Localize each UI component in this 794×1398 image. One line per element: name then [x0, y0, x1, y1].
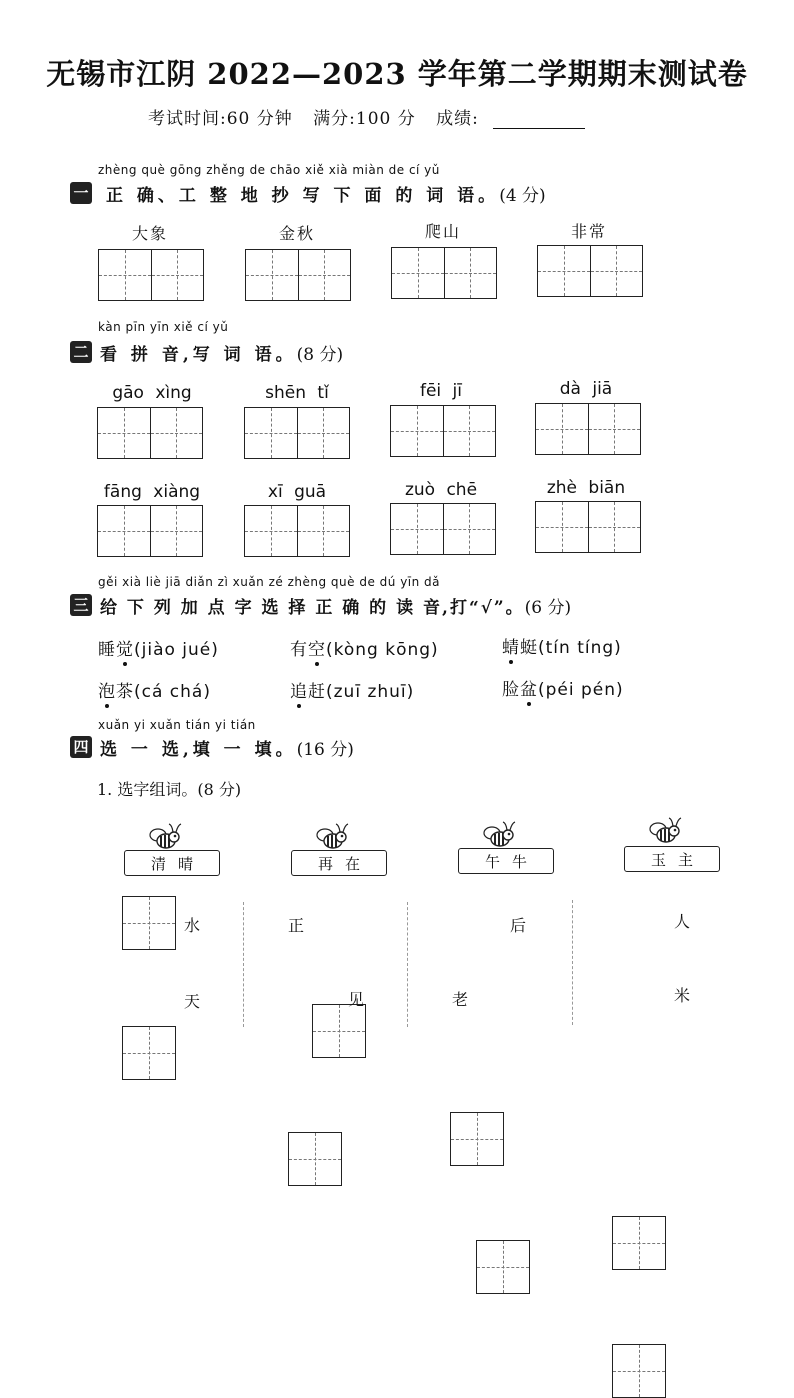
q4-g2-box-1[interactable] — [312, 1004, 366, 1058]
q2-badge: 二 — [70, 341, 92, 363]
bee-icon — [148, 821, 182, 851]
q4-group-1-label: 清晴 — [124, 850, 220, 876]
q4-instruction — [100, 735, 354, 760]
q3-item-5: 追赶(zuī zhuī) — [290, 677, 414, 702]
q2-pinyin-6: xī guā — [267, 482, 327, 502]
q3-options-5[interactable]: (zuī zhuī) — [326, 682, 415, 702]
group-divider — [407, 902, 408, 1027]
q2-pinyin-8: zhè biān — [546, 478, 626, 498]
q4-group-4-label: 玉主 — [624, 846, 720, 872]
q2-instruction — [100, 340, 343, 365]
q2-pinyin-4: dà jiā — [559, 379, 613, 399]
q3-item-4: 泡茶(cá chá) — [98, 677, 211, 702]
bee-icon — [648, 815, 682, 845]
q4-points: (16 分) — [296, 740, 354, 760]
group-divider — [243, 902, 244, 1027]
q1-word-1: 大象 — [131, 224, 168, 243]
q1-instruction — [106, 181, 546, 206]
q1-grid-1[interactable] — [98, 249, 204, 301]
q3-points: (6 分) — [524, 598, 572, 618]
dotted-char: 空 — [308, 635, 326, 660]
score-label: 成绩: — [436, 109, 479, 129]
exam-info — [148, 104, 599, 129]
q3-item-1: 睡觉(jiào jué) — [98, 635, 219, 660]
q3-options-1[interactable]: (jiào jué) — [134, 640, 219, 660]
q3-instruction — [100, 593, 571, 618]
q4-g4-box-2[interactable] — [612, 1344, 666, 1398]
dotted-char: 盆 — [520, 675, 538, 700]
q4-g4-char-1: 人 — [674, 912, 691, 931]
q1-grid-4[interactable] — [537, 245, 643, 297]
q2-pinyin-7: zuò chē — [404, 480, 478, 500]
q2-grid-4[interactable] — [535, 403, 641, 455]
q2-grid-8[interactable] — [535, 501, 641, 553]
group-divider — [572, 900, 573, 1025]
bee-icon — [482, 819, 516, 849]
q3-options-3[interactable]: (tín tíng) — [538, 638, 622, 658]
q2-pinyin: kàn pīn yīn xiě cí yǔ — [98, 320, 229, 334]
q3-badge: 三 — [70, 594, 92, 616]
q2-pinyin-1: gāo xìng — [112, 383, 192, 403]
q4-g1-box-1[interactable] — [122, 896, 176, 950]
q4-sub1: 1. 选字组词。(8 分) — [97, 780, 242, 799]
q3-item-6: 脸盆(péi pén) — [502, 675, 624, 700]
q4-g2-char-2: 见 — [348, 990, 365, 1009]
q1-grid-2[interactable] — [245, 249, 351, 301]
q4-g3-box-2[interactable] — [476, 1240, 530, 1294]
full-score: 满分:100 分 — [313, 109, 416, 129]
q2-pinyin-3: fēi jī — [419, 381, 463, 401]
q2-grid-3[interactable] — [390, 405, 496, 457]
q2-pinyin-2: shēn tǐ — [265, 383, 329, 403]
q4-g3-box-1[interactable] — [450, 1112, 504, 1166]
q3-options-6[interactable]: (péi pén) — [538, 680, 624, 700]
q1-word-4: 非常 — [570, 222, 607, 241]
exam-time: 考试时间:60 分钟 — [148, 109, 293, 129]
q4-pinyin: xuǎn yi xuǎn tián yi tián — [98, 718, 256, 732]
q1-word-3: 爬山 — [424, 222, 461, 241]
q4-g2-box-2[interactable] — [288, 1132, 342, 1186]
q2-grid-6[interactable] — [244, 505, 350, 557]
q2-text: 看 拼 音,写 词 语。 — [100, 345, 297, 365]
q4-g2-char-1: 正 — [288, 916, 305, 935]
q2-pinyin-5: fāng xiàng — [103, 482, 201, 502]
q4-badge: 四 — [70, 736, 92, 758]
q4-group-3-label: 午牛 — [458, 848, 554, 874]
page-title: 无锡市江阴 2022—2023 学年第二学期期末测试卷 — [46, 57, 748, 91]
q4-g1-box-2[interactable] — [122, 1026, 176, 1080]
dotted-char: 追 — [290, 677, 308, 702]
q3-options-4[interactable]: (cá chá) — [134, 682, 211, 702]
q1-word-2: 金秋 — [278, 224, 315, 243]
q1-badge: 一 — [70, 182, 92, 204]
q1-grid-3[interactable] — [391, 247, 497, 299]
q4-g3-char-2: 老 — [452, 990, 469, 1009]
q1-text: 正 确、工 整 地 抄 写 下 面 的 词 语。 — [106, 186, 500, 206]
q4-g1-char-2: 天 — [184, 992, 201, 1011]
q3-text: 给 下 列 加 点 字 选 择 正 确 的 读 音,打“√”。 — [100, 598, 525, 618]
score-blank[interactable] — [493, 110, 585, 129]
q4-g3-char-1: 后 — [510, 916, 527, 935]
q2-points: (8 分) — [296, 345, 344, 365]
bee-icon — [315, 821, 349, 851]
q2-grid-5[interactable] — [97, 505, 203, 557]
q4-group-2-label: 再在 — [291, 850, 387, 876]
q4-text: 选 一 选,填 一 填。 — [100, 740, 297, 760]
dotted-char: 泡 — [98, 677, 116, 702]
q1-points: (4 分) — [499, 186, 546, 206]
q3-options-2[interactable]: (kòng kōng) — [326, 640, 439, 660]
q3-item-2: 有空(kòng kōng) — [290, 635, 439, 660]
q3-pinyin: gěi xià liè jiā diǎn zì xuǎn zé zhèng què de dú yīn dǎ — [98, 575, 441, 589]
dotted-char: 蜻 — [502, 633, 520, 658]
q2-grid-1[interactable] — [97, 407, 203, 459]
q2-grid-7[interactable] — [390, 503, 496, 555]
q1-pinyin: zhèng què gōng zhěng de chāo xiě xià miàn de cí yǔ — [98, 163, 440, 177]
q4-g1-char-1: 水 — [184, 916, 201, 935]
q2-grid-2[interactable] — [244, 407, 350, 459]
q4-g4-char-2: 米 — [674, 986, 691, 1005]
q3-item-3: 蜻蜓(tín tíng) — [502, 633, 622, 658]
dotted-char: 觉 — [116, 635, 134, 660]
q4-g4-box-1[interactable] — [612, 1216, 666, 1270]
